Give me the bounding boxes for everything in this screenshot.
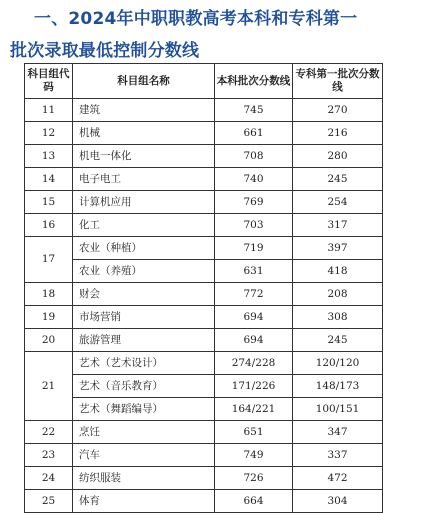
header-undergrad-line: 本科批次分数线 <box>215 64 293 99</box>
row-undergrad: 769 <box>215 191 293 214</box>
row-college: 100/151 <box>293 398 383 421</box>
row-college: 317 <box>293 214 383 237</box>
row-code: 18 <box>25 283 73 306</box>
row-college: 208 <box>293 283 383 306</box>
row-name: 农业（养殖） <box>73 260 215 283</box>
row-name: 纺织服装 <box>73 467 215 490</box>
row-undergrad: 749 <box>215 444 293 467</box>
row-college: 472 <box>293 467 383 490</box>
row-undergrad: 726 <box>215 467 293 490</box>
row-undergrad: 694 <box>215 329 293 352</box>
row-undergrad: 772 <box>215 283 293 306</box>
row-college: 245 <box>293 168 383 191</box>
row-undergrad: 708 <box>215 145 293 168</box>
table-row <box>25 99 383 122</box>
table-row <box>25 375 383 398</box>
row-code: 21 <box>25 352 73 421</box>
table-header-row <box>25 64 383 99</box>
row-code: 19 <box>25 306 73 329</box>
page-title: 一、2024年中职职教高考本科和专科第一 <box>34 9 358 29</box>
row-code: 11 <box>25 99 73 122</box>
row-undergrad: 664 <box>215 490 293 513</box>
row-name: 机械 <box>73 122 215 145</box>
header-name: 科目组名称 <box>73 64 215 99</box>
row-name: 市场营销 <box>73 306 215 329</box>
row-code: 23 <box>25 444 73 467</box>
row-college: 418 <box>293 260 383 283</box>
row-college: 337 <box>293 444 383 467</box>
row-undergrad: 661 <box>215 122 293 145</box>
row-name: 化工 <box>73 214 215 237</box>
table-row <box>25 352 383 375</box>
row-undergrad: 703 <box>215 214 293 237</box>
row-college: 280 <box>293 145 383 168</box>
row-undergrad: 740 <box>215 168 293 191</box>
row-name: 计算机应用 <box>73 191 215 214</box>
row-college: 254 <box>293 191 383 214</box>
table-row <box>25 444 383 467</box>
table-row <box>25 283 383 306</box>
row-name: 艺术（音乐教育） <box>73 375 215 398</box>
table-row <box>25 214 383 237</box>
header-college-line: 专科第一批次分数线 <box>293 64 383 99</box>
row-undergrad: 171/226 <box>215 375 293 398</box>
row-code: 15 <box>25 191 73 214</box>
table-row <box>25 122 383 145</box>
table-row <box>25 398 383 421</box>
table-row <box>25 490 383 513</box>
row-name: 电子电工 <box>73 168 215 191</box>
row-college: 397 <box>293 237 383 260</box>
row-name: 体育 <box>73 490 215 513</box>
row-undergrad: 631 <box>215 260 293 283</box>
row-college: 347 <box>293 421 383 444</box>
row-code: 14 <box>25 168 73 191</box>
table-row <box>25 329 383 352</box>
row-name: 机电一体化 <box>73 145 215 168</box>
header-code: 科目组代码 <box>25 64 73 99</box>
page-title-continued: 批次录取最低控制分数线 <box>10 41 200 61</box>
row-code: 24 <box>25 467 73 490</box>
row-college: 148/173 <box>293 375 383 398</box>
row-code: 12 <box>25 122 73 145</box>
row-code: 16 <box>25 214 73 237</box>
row-name: 旅游管理 <box>73 329 215 352</box>
row-code: 13 <box>25 145 73 168</box>
row-college: 216 <box>293 122 383 145</box>
score-table <box>24 63 383 513</box>
table-row <box>25 467 383 490</box>
row-code: 22 <box>25 421 73 444</box>
table-row <box>25 421 383 444</box>
table-row <box>25 237 383 260</box>
row-undergrad: 694 <box>215 306 293 329</box>
row-code: 20 <box>25 329 73 352</box>
row-college: 308 <box>293 306 383 329</box>
row-name: 汽车 <box>73 444 215 467</box>
row-college: 270 <box>293 99 383 122</box>
row-code: 17 <box>25 237 73 283</box>
row-college: 304 <box>293 490 383 513</box>
row-undergrad: 719 <box>215 237 293 260</box>
row-college: 120/120 <box>293 352 383 375</box>
table-row <box>25 168 383 191</box>
row-name: 艺术（艺术设计） <box>73 352 215 375</box>
table-row <box>25 306 383 329</box>
row-undergrad: 274/228 <box>215 352 293 375</box>
row-college: 245 <box>293 329 383 352</box>
row-name: 艺术（舞蹈编导） <box>73 398 215 421</box>
table-row <box>25 145 383 168</box>
table-row <box>25 191 383 214</box>
table-row <box>25 260 383 283</box>
row-name: 建筑 <box>73 99 215 122</box>
row-undergrad: 164/221 <box>215 398 293 421</box>
row-name: 财会 <box>73 283 215 306</box>
row-name: 烹饪 <box>73 421 215 444</box>
row-undergrad: 745 <box>215 99 293 122</box>
row-code: 25 <box>25 490 73 513</box>
row-name: 农业（种植） <box>73 237 215 260</box>
row-undergrad: 651 <box>215 421 293 444</box>
